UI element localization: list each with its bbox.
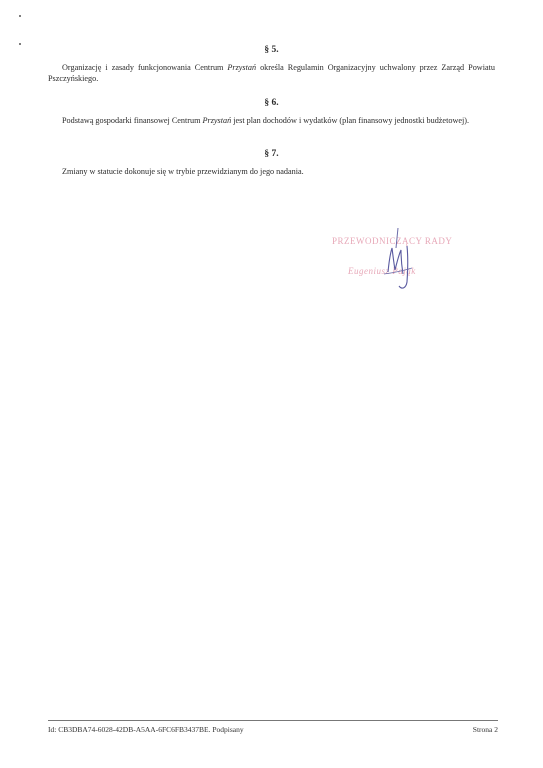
handwritten-signature — [352, 226, 442, 296]
scan-mark — [19, 43, 21, 45]
stamp-name: Eugeniusz Pająk — [348, 266, 416, 276]
stamp-title: PRZEWODNICZĄCY RADY — [332, 236, 453, 246]
section-5 — [48, 44, 495, 84]
page-footer — [48, 725, 498, 734]
section-6 — [48, 97, 495, 126]
section-paragraph: Zmiany w statucie dokonuje się w trybie przewidzianym do jego nadania. — [62, 167, 304, 176]
page-number: Strona 2 — [472, 725, 498, 734]
section-heading: § 7. — [264, 149, 279, 159]
footer-divider — [48, 720, 498, 721]
section-paragraph: Podstawą gospodarki finansowej Centrum Przystań jest plan dochodów i wydatków (plan finansowy jednostki budżetowej). — [62, 116, 470, 125]
section-7 — [48, 148, 495, 177]
official-stamp — [322, 226, 472, 296]
section-heading: § 5. — [264, 45, 279, 55]
section-heading: § 6. — [264, 98, 279, 108]
document-id: Id: CB3DBA74-6028-42DB-A5AA-6FC6FB3437BE. Podpisany — [48, 725, 244, 734]
section-paragraph: Organizację i zasady funkcjonowania Centrum Przystań określa Regulamin Organizacyjny uchwalony przez Zarząd Powiatu Pszczyńskiego. — [48, 63, 495, 83]
scan-mark — [19, 15, 21, 17]
